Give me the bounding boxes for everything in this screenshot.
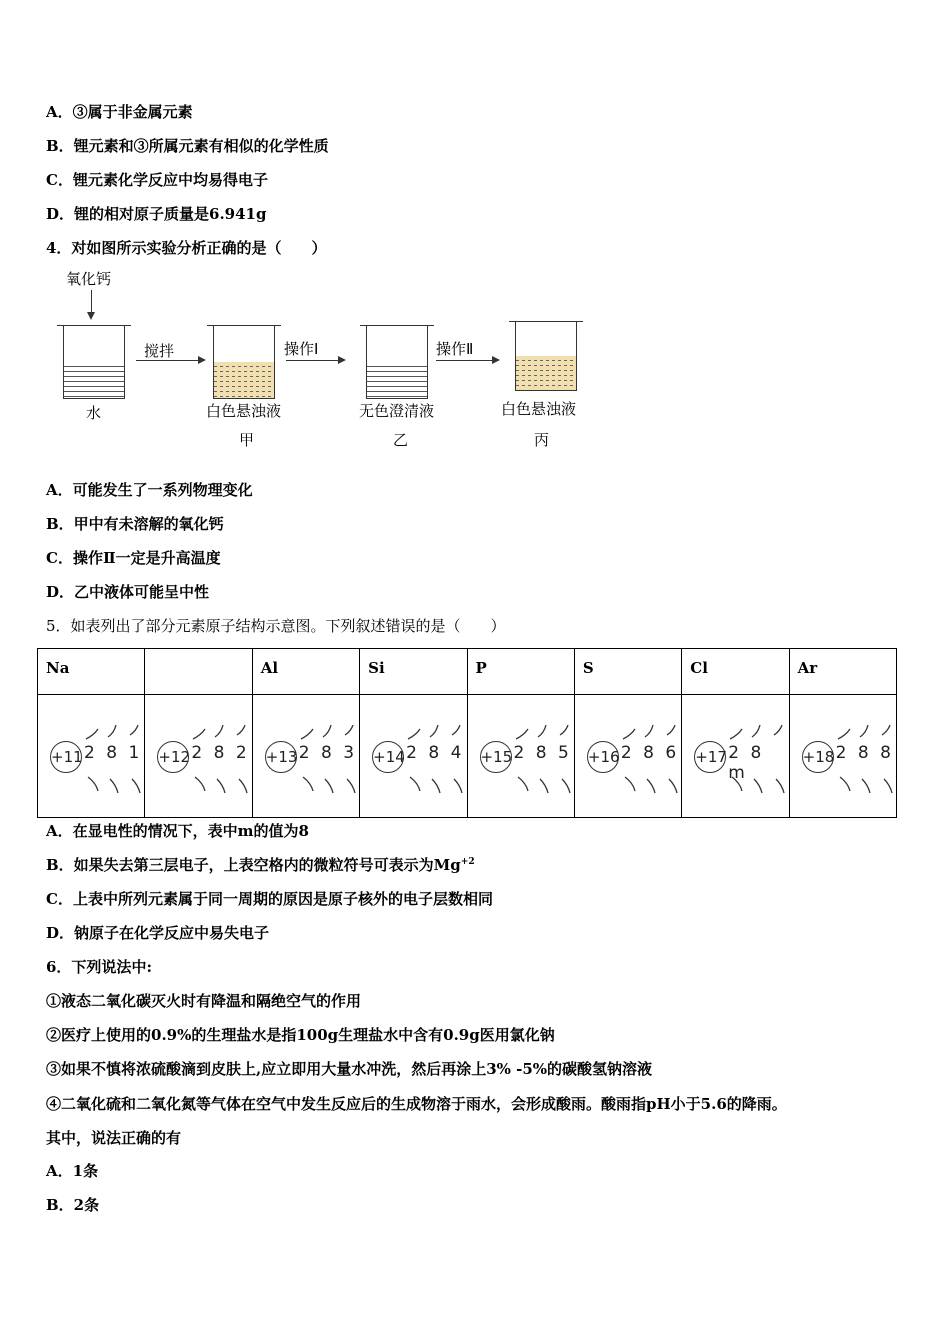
q4-option-a: A．可能发生了一系列物理变化 [46, 481, 253, 499]
electron-shells: 2 8 6 [620, 743, 680, 763]
beaker-c [515, 322, 577, 391]
atom-diagram [157, 725, 252, 795]
header-cell: P [467, 649, 574, 695]
atom-cell [789, 695, 896, 818]
nucleus: +12 [157, 741, 189, 773]
q6-statement-4: ④二氧化硫和二氧化氮等气体在空气中发生反应后的生成物溶于雨水，会形成酸雨。酸雨指pH小于5.6的降雨。 [46, 1095, 787, 1113]
atom-diagram [587, 725, 682, 795]
q4-stem: 4．对如图所示实验分析正确的是（ ） [46, 239, 327, 257]
electron-shells: 2 8 m [728, 743, 765, 783]
table-diagram-row [38, 695, 897, 818]
q5-option-c: C．上表中所列元素属于同一周期的原因是原子核外的电子层数相同 [46, 890, 493, 908]
beaker-b [366, 326, 428, 399]
electron-shells: 2 8 3 [298, 743, 358, 763]
beaker-c-label: 白色悬浊液 [501, 400, 577, 418]
add-reagent-arrow [91, 290, 92, 318]
beaker-a [213, 326, 275, 399]
header-cell: Si [360, 649, 467, 695]
beaker-b-sub: 乙 [393, 431, 409, 449]
q5-option-a: A．在显电性的情况下，表中m的值为8 [46, 822, 309, 840]
q5-stem: 5．如表列出了部分元素原子结构示意图。下列叙述错误的是（ ） [46, 617, 506, 635]
atom-cell [682, 695, 789, 818]
step-arrow-3 [436, 360, 498, 361]
atom-diagram [372, 725, 467, 795]
electron-shells: 2 8 5 [513, 743, 572, 763]
q3-option-d: D．锂的相对原子质量是6.941g [46, 205, 267, 223]
element-structure-table [37, 648, 897, 818]
q3-option-c: C．锂元素化学反应中均易得电子 [46, 171, 268, 189]
nucleus: +11 [50, 741, 82, 773]
q4-option-c: C．操作Ⅱ一定是升高温度 [46, 549, 221, 567]
beaker-a-liquid [214, 362, 274, 398]
atom-diagram [694, 725, 789, 795]
table-header-row [38, 649, 897, 695]
beaker-a-sub: 甲 [239, 431, 255, 449]
q5-option-b-sup: +2 [460, 857, 475, 867]
water-liquid [64, 362, 124, 398]
atom-cell [38, 695, 145, 818]
nucleus: +17 [694, 741, 726, 773]
q3-option-b: B．锂元素和③所属元素有相似的化学性质 [46, 137, 329, 155]
electron-shells: 2 8 8 [835, 743, 894, 763]
atom-cell [145, 695, 252, 818]
beaker-water-label: 水 [86, 404, 102, 422]
header-cell [145, 649, 252, 695]
q4-option-b: B．甲中有未溶解的氧化钙 [46, 515, 224, 533]
step-arrow-2 [286, 360, 344, 361]
q6-statement-1: ①液态二氧化碳灭火时有降温和隔绝空气的作用 [46, 992, 362, 1010]
beaker-b-liquid [367, 362, 427, 398]
header-cell: Ar [789, 649, 896, 695]
atom-cell [252, 695, 359, 818]
beaker-a-label: 白色悬浊液 [206, 402, 282, 420]
header-cell: Cl [682, 649, 789, 695]
experiment-diagram [46, 268, 606, 458]
atom-cell [574, 695, 681, 818]
q6-statement-3: ③如果不慎将浓硫酸滴到皮肤上,应立即用大量水冲洗，然后再涂上3% -5%的碳酸氢钠溶液 [46, 1060, 653, 1078]
electron-shells: 2 8 2 [191, 743, 250, 763]
nucleus: +16 [587, 741, 619, 773]
q6-prompt: 其中，说法正确的有 [46, 1129, 182, 1147]
q3-option-a: A．③属于非金属元素 [46, 103, 193, 121]
beaker-b-label: 无色澄清液 [359, 402, 435, 420]
step-label-1: 搅拌 [144, 342, 175, 360]
q5-option-b-text: B．如果失去第三层电子，上表空格内的微粒符号可表示为Mg [46, 856, 461, 874]
q6-statement-2: ②医疗上使用的0.9%的生理盐水是指100g生理盐水中含有0.9g医用氯化钠 [46, 1026, 555, 1044]
nucleus: +15 [480, 741, 512, 773]
atom-diagram [802, 725, 897, 795]
header-cell: S [574, 649, 681, 695]
header-cell: Al [252, 649, 359, 695]
q5-option-d: D．钠原子在化学反应中易失电子 [46, 924, 270, 942]
q6-option-a: A．1条 [46, 1162, 99, 1180]
beaker-water [63, 326, 125, 399]
nucleus: +14 [372, 741, 404, 773]
beaker-c-liquid [516, 356, 576, 390]
header-cell: Na [38, 649, 145, 695]
atom-diagram [480, 725, 575, 795]
nucleus: +13 [265, 741, 297, 773]
q5-option-b [46, 855, 475, 875]
nucleus: +18 [802, 741, 834, 773]
q6-option-b: B．2条 [46, 1196, 100, 1214]
atom-cell [360, 695, 467, 818]
electron-shells: 2 8 1 [84, 743, 143, 763]
atom-diagram [50, 725, 145, 795]
step-label-3: 操作Ⅱ [436, 340, 474, 358]
step-label-2: 操作Ⅰ [284, 340, 319, 358]
reagent-label: 氧化钙 [66, 270, 112, 288]
q4-option-d: D．乙中液体可能呈中性 [46, 583, 210, 601]
beaker-c-sub: 丙 [534, 431, 550, 449]
electron-shells: 2 8 4 [406, 743, 465, 763]
atom-cell [467, 695, 574, 818]
q6-stem: 6．下列说法中: [46, 958, 152, 976]
atom-diagram [265, 725, 360, 795]
